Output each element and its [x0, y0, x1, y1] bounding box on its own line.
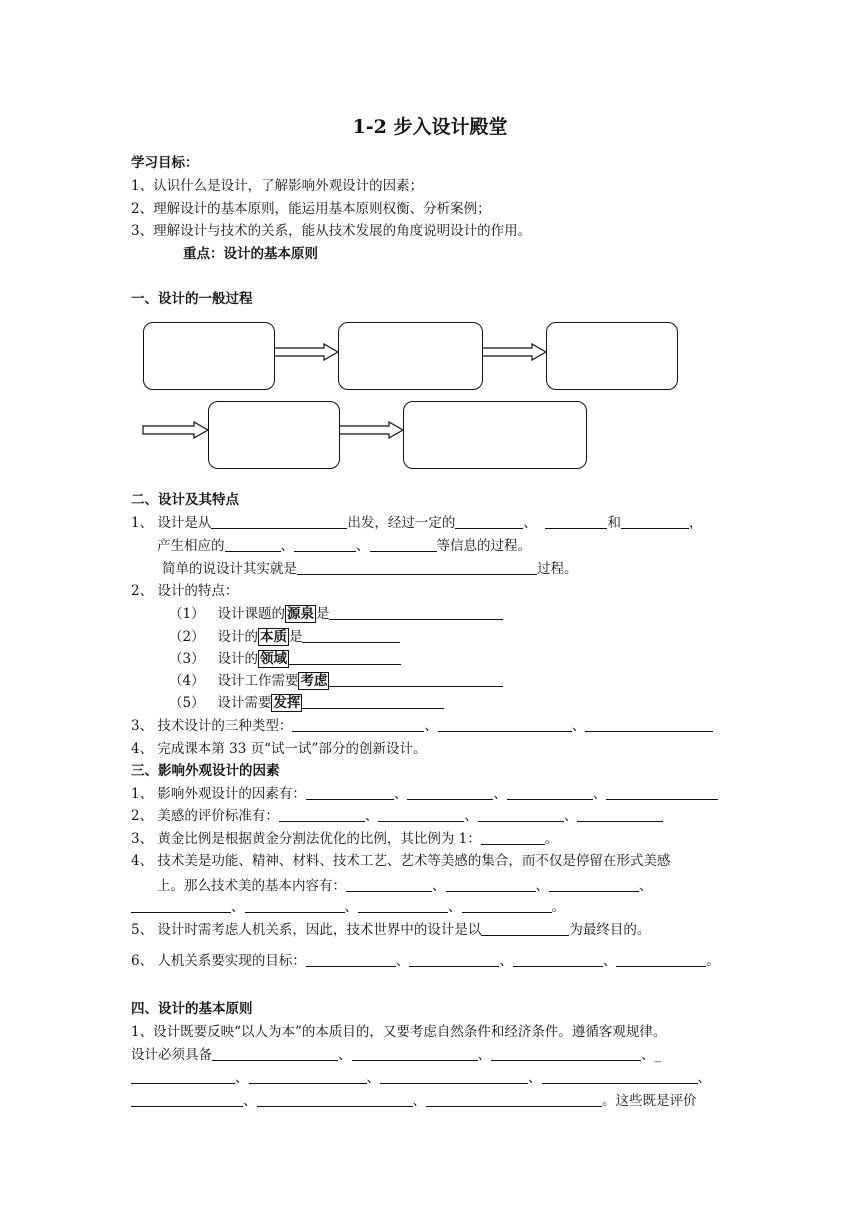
objectives-heading: 学习目标： [131, 155, 199, 171]
s3-q4-line2: 上。那么技术美的基本内容有： 、 、 、 [157, 878, 653, 894]
blank-field[interactable] [358, 898, 448, 913]
objective-1: 1、认识什么是设计，了解影响外观设计的因素； [131, 178, 424, 194]
section-2-heading: 二、设计及其特点 [131, 492, 239, 508]
blank-field[interactable] [621, 514, 689, 529]
flow-arrow-4 [338, 422, 403, 438]
flow-arrow-3 [143, 422, 208, 438]
blank-field[interactable] [302, 694, 444, 709]
blank-field[interactable] [513, 952, 603, 967]
s3-q5: 5、 设计时需考虑人机关系，因此，技术世界中的设计是以 为最终目的。 [131, 922, 651, 938]
feature-4: （4） 设计工作需要 考虑 [169, 672, 503, 690]
blank-field[interactable] [606, 785, 718, 800]
blank-field[interactable] [245, 898, 345, 913]
blank-field[interactable] [380, 1069, 528, 1084]
blank-field[interactable] [491, 1046, 641, 1061]
s2-q4: 4、 完成课本第 33 页“试一试”部分的创新设计。 [131, 741, 427, 757]
flow-step-3-box[interactable] [546, 322, 678, 390]
blank-field[interactable] [131, 1069, 235, 1084]
blank-field[interactable] [481, 921, 569, 936]
blank-field[interactable] [306, 785, 394, 800]
blank-field[interactable] [585, 717, 713, 732]
blank-field[interactable] [455, 514, 523, 529]
section-1-heading: 一、设计的一般过程 [131, 291, 253, 307]
flow-step-5-box[interactable] [403, 401, 587, 469]
blank-field[interactable] [378, 807, 464, 822]
s3-q1: 1、 影响外观设计的因素有： 、 、 、 [131, 785, 718, 803]
blank-field[interactable] [446, 877, 536, 892]
blank-field[interactable] [302, 628, 400, 643]
blank-field[interactable] [329, 672, 503, 687]
blank-field[interactable] [577, 807, 663, 822]
blank-field[interactable] [289, 650, 401, 665]
key-point: 重点：设计的基本原则 [183, 246, 318, 262]
blank-field[interactable] [616, 952, 706, 967]
blank-field[interactable] [257, 1092, 413, 1107]
s2-q1-line2: 产生相应的 、 、 等信息的过程。 [157, 538, 531, 554]
s2-q1-line1: 1、 设计是从 出发，经过一定的 、 和 ， [131, 515, 703, 531]
blank-field[interactable] [370, 537, 437, 552]
blank-field[interactable] [292, 717, 424, 732]
blank-field[interactable] [438, 717, 572, 732]
page-title: 1-2 步入设计殿堂 [352, 116, 508, 138]
blank-field[interactable] [249, 1069, 367, 1084]
blank-field[interactable] [212, 1046, 338, 1061]
flow-step-4-box[interactable] [208, 401, 340, 469]
s4-line1: 1、设计既要反映“以人为本”的本质目的，又要考虑自然条件和经济条件。遵循客观规律。 [131, 1024, 667, 1040]
flow-step-2-box[interactable] [338, 322, 483, 390]
flow-step-1-box[interactable] [143, 322, 275, 390]
feature-2: （2） 设计的 本质 是 [169, 628, 400, 646]
blank-field[interactable] [462, 898, 552, 913]
blank-field[interactable] [478, 807, 564, 822]
blank-field[interactable] [306, 952, 396, 967]
blank-field[interactable] [407, 785, 493, 800]
blank-field[interactable] [549, 877, 639, 892]
blank-field[interactable] [346, 877, 432, 892]
objective-3: 3、理解设计与技术的关系，能从技术发展的角度说明设计的作用。 [131, 223, 532, 239]
s3-q4-line3: 、 、 、 。 [131, 898, 565, 916]
blank-field[interactable] [542, 1069, 698, 1084]
flow-arrow-2 [481, 344, 546, 360]
s2-q1-line3: 简单的说设计其实就是 过程。 [162, 561, 578, 577]
blank-field[interactable] [131, 1092, 243, 1107]
s3-q4-line1: 4、 技术美是功能、精神、材料、技术工艺、艺术等美感的集合，而不仅是停留在形式美感 [131, 853, 671, 869]
blank-field[interactable] [297, 560, 537, 575]
objective-2: 2、理解设计的基本原则，能运用基本原则权衡、分析案例； [131, 201, 491, 217]
s4-line4: 、 、 。这些既是评价 [131, 1092, 697, 1110]
s3-q2: 2、 美感的评价标准有： 、 、 、 [131, 807, 663, 825]
blank-field[interactable] [545, 514, 607, 529]
s3-q6: 6、 人机关系要实现的目标： 、 、 、 。 [131, 953, 720, 969]
section-4-heading: 四、设计的基本原则 [131, 1001, 253, 1017]
s3-q3: 3、 黄金比例是根据黄金分割法优化的比例，其比例为 1： 。 [131, 831, 559, 847]
blank-field[interactable] [426, 1092, 602, 1107]
blank-field[interactable] [279, 807, 365, 822]
s4-line3: 、 、 、 、 [131, 1069, 711, 1087]
s4-line2: 设计必须具备 、 、 、_ [131, 1047, 662, 1063]
feature-3: （3） 设计的 领域 [169, 650, 401, 668]
blank-field[interactable] [211, 514, 347, 529]
blank-field[interactable] [294, 537, 356, 552]
blank-field[interactable] [507, 785, 593, 800]
feature-5: （5） 设计需要 发挥 [169, 694, 444, 712]
flow-arrow-1 [274, 344, 338, 360]
blank-field[interactable] [225, 537, 281, 552]
s2-q2: 2、 设计的特点： [131, 583, 239, 599]
s2-q3: 3、 技术设计的三种类型： 、 、 [131, 717, 713, 735]
blank-field[interactable] [352, 1046, 478, 1061]
blank-field[interactable] [409, 952, 499, 967]
feature-1: （1） 设计课题的 源泉 是 [169, 605, 503, 623]
section-3-heading: 三、影响外观设计的因素 [131, 763, 280, 779]
blank-field[interactable] [329, 605, 503, 620]
blank-field[interactable] [131, 898, 231, 913]
blank-field[interactable] [481, 830, 545, 845]
